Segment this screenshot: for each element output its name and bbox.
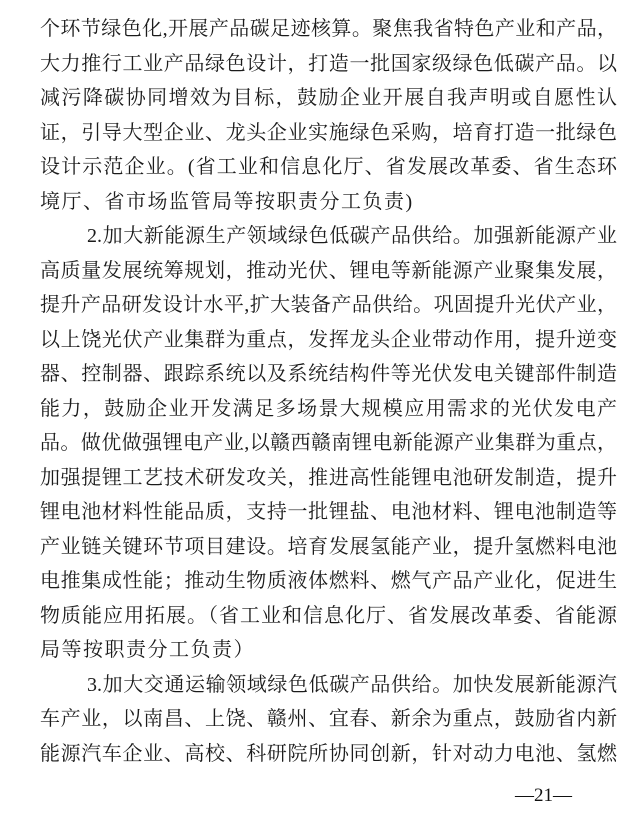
text-line: 减污降碳协同增效为目标，鼓励企业开展自我声明或自愿性认 bbox=[40, 87, 617, 109]
text-line-paragraph-start: 2.加大新能源生产领域绿色低碳产品供给。加强新能源产业 bbox=[87, 225, 617, 247]
text-line: 大力推行工业产品绿色设计，打造一批国家级绿色低碳产品。以 bbox=[40, 52, 617, 75]
text-line-paragraph-end: 局等按职责分工负责） bbox=[40, 639, 255, 661]
text-line: 器、控制器、跟踪系统以及系统结构件等光伏发电关键部件制造 bbox=[40, 363, 617, 385]
text-line-paragraph-end: 境厅、省市场监管局等按职责分工负责) bbox=[40, 190, 414, 213]
text-line: 提升产品研发设计水平,扩大装备产品供给。巩固提升光伏产业， bbox=[40, 294, 617, 316]
text-line: 以上饶光伏产业集群为重点，发挥龙头企业带动作用，提升逆变 bbox=[40, 328, 617, 351]
text-line: 车产业，以南昌、上饶、赣州、宜春、新余为重点，鼓励省内新 bbox=[40, 708, 617, 730]
text-line: 品。做优做强锂电产业,以赣西赣南锂电新能源产业集群为重点， bbox=[40, 432, 617, 454]
text-line: 产业链关键环节项目建设。培育发展氢能产业，提升氢燃料电池 bbox=[40, 535, 617, 558]
text-line: 能力，鼓励企业开发满足多场景大规模应用需求的光伏发电产 bbox=[40, 397, 617, 420]
text-line: 设计示范企业。(省工业和信息化厅、省发展改革委、省生态环 bbox=[40, 156, 617, 178]
page-number: —21— bbox=[515, 785, 572, 806]
text-line: 个环节绿色化,开展产品碳足迹核算。聚焦我省特色产业和产品， bbox=[40, 18, 617, 40]
text-line: 电推集成性能；推动生物质液体燃料、燃气产品产业化，促进生 bbox=[40, 570, 617, 592]
text-line: 加强提锂工艺技术研发攻关，推进高性能锂电池研发制造，提升 bbox=[40, 466, 617, 489]
text-line: 能源汽车企业、高校、科研院所协同创新，针对动力电池、氢燃 bbox=[40, 742, 617, 765]
text-line: 物质能应用拓展。（省工业和信息化厅、省发展改革委、省能源 bbox=[40, 604, 617, 627]
text-line: 锂电池材料性能品质，支持一批锂盐、电池材料、锂电池制造等 bbox=[40, 501, 617, 523]
document-body-text bbox=[40, 12, 617, 771]
text-line: 证，引导大型企业、龙头企业实施绿色采购，培育打造一批绿色 bbox=[40, 121, 617, 144]
text-line: 高质量发展统筹规划，推动光伏、锂电等新能源产业聚集发展， bbox=[40, 259, 617, 282]
text-line-paragraph-start: 3.加大交通运输领域绿色低碳产品供给。加快发展新能源汽 bbox=[87, 673, 617, 696]
